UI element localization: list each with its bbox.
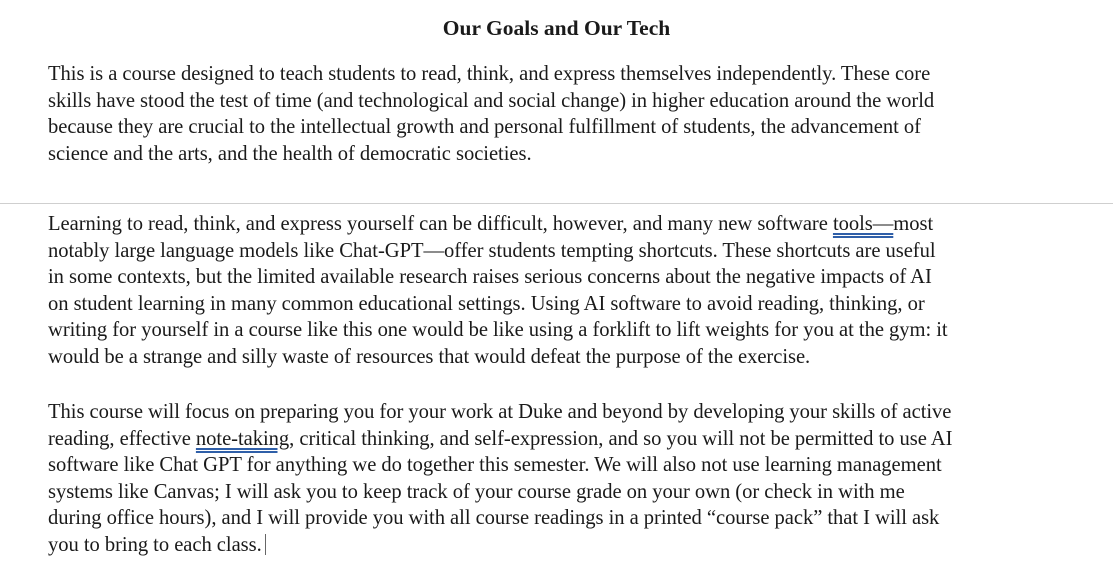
text-line: This is a course designed to teach students to read, think, and express themselves independently. These core xyxy=(48,63,931,85)
paragraph-ai-shortcuts[interactable] xyxy=(48,211,1088,371)
text-line: science and the arts, and the health of democratic societies. xyxy=(48,142,532,165)
text-line: skills have stood the test of time (and technological and social change) in higher education around the world xyxy=(48,89,935,112)
text-line: writing for yourself in a course like this one would be like using a forklift to lift weights for you at the gym: it xyxy=(48,319,948,342)
text-segment: most xyxy=(893,213,934,235)
grammar-suggestion-mark[interactable]: tools— xyxy=(832,213,894,235)
text-line: in some contexts, but the limited available research raises serious concerns about the negative impacts of AI xyxy=(48,266,932,289)
text-line xyxy=(48,532,1088,559)
paragraph-course-policy[interactable] xyxy=(48,399,1088,559)
text-line xyxy=(48,426,1088,453)
text-line: because they are crucial to the intellectual growth and personal fulfillment of students, the advancement of xyxy=(48,116,921,139)
paragraph-goals[interactable] xyxy=(48,61,1088,167)
text-cursor xyxy=(265,534,266,555)
document-title: Our Goals and Our Tech xyxy=(442,16,671,40)
text-line: software like Chat GPT for anything we do together this semester. We will also not use learning management xyxy=(48,454,942,477)
text-segment: reading, effective xyxy=(48,427,196,450)
text-line: notably large language models like Chat-GPT—offer students tempting shortcuts. These shortcuts are useful xyxy=(48,239,936,262)
text-line: systems like Canvas; I will ask you to keep track of your course grade on your own (or check in with me xyxy=(48,480,905,503)
text-segment: , critical thinking, and self-expression, and so you will not be permitted to use AI xyxy=(289,427,953,450)
grammar-suggestion-mark[interactable]: note-taking xyxy=(195,427,290,450)
text-segment: Learning to read, think, and express yourself can be difficult, however, and many new software xyxy=(48,213,833,235)
text-line: would be a strange and silly waste of resources that would defeat the purpose of the exercise. xyxy=(48,345,811,368)
text-line: on student learning in many common educational settings. Using AI software to avoid reading, thinking, or xyxy=(48,292,925,315)
page-break-divider xyxy=(0,203,1113,204)
text-line: during office hours), and I will provide you with all course readings in a printed “course pack” that I will ask xyxy=(48,507,940,530)
text-segment: you to bring to each class. xyxy=(48,533,262,556)
text-line xyxy=(48,211,1088,238)
text-line: This course will focus on preparing you for your work at Duke and beyond by developing your skills of active xyxy=(48,401,952,423)
